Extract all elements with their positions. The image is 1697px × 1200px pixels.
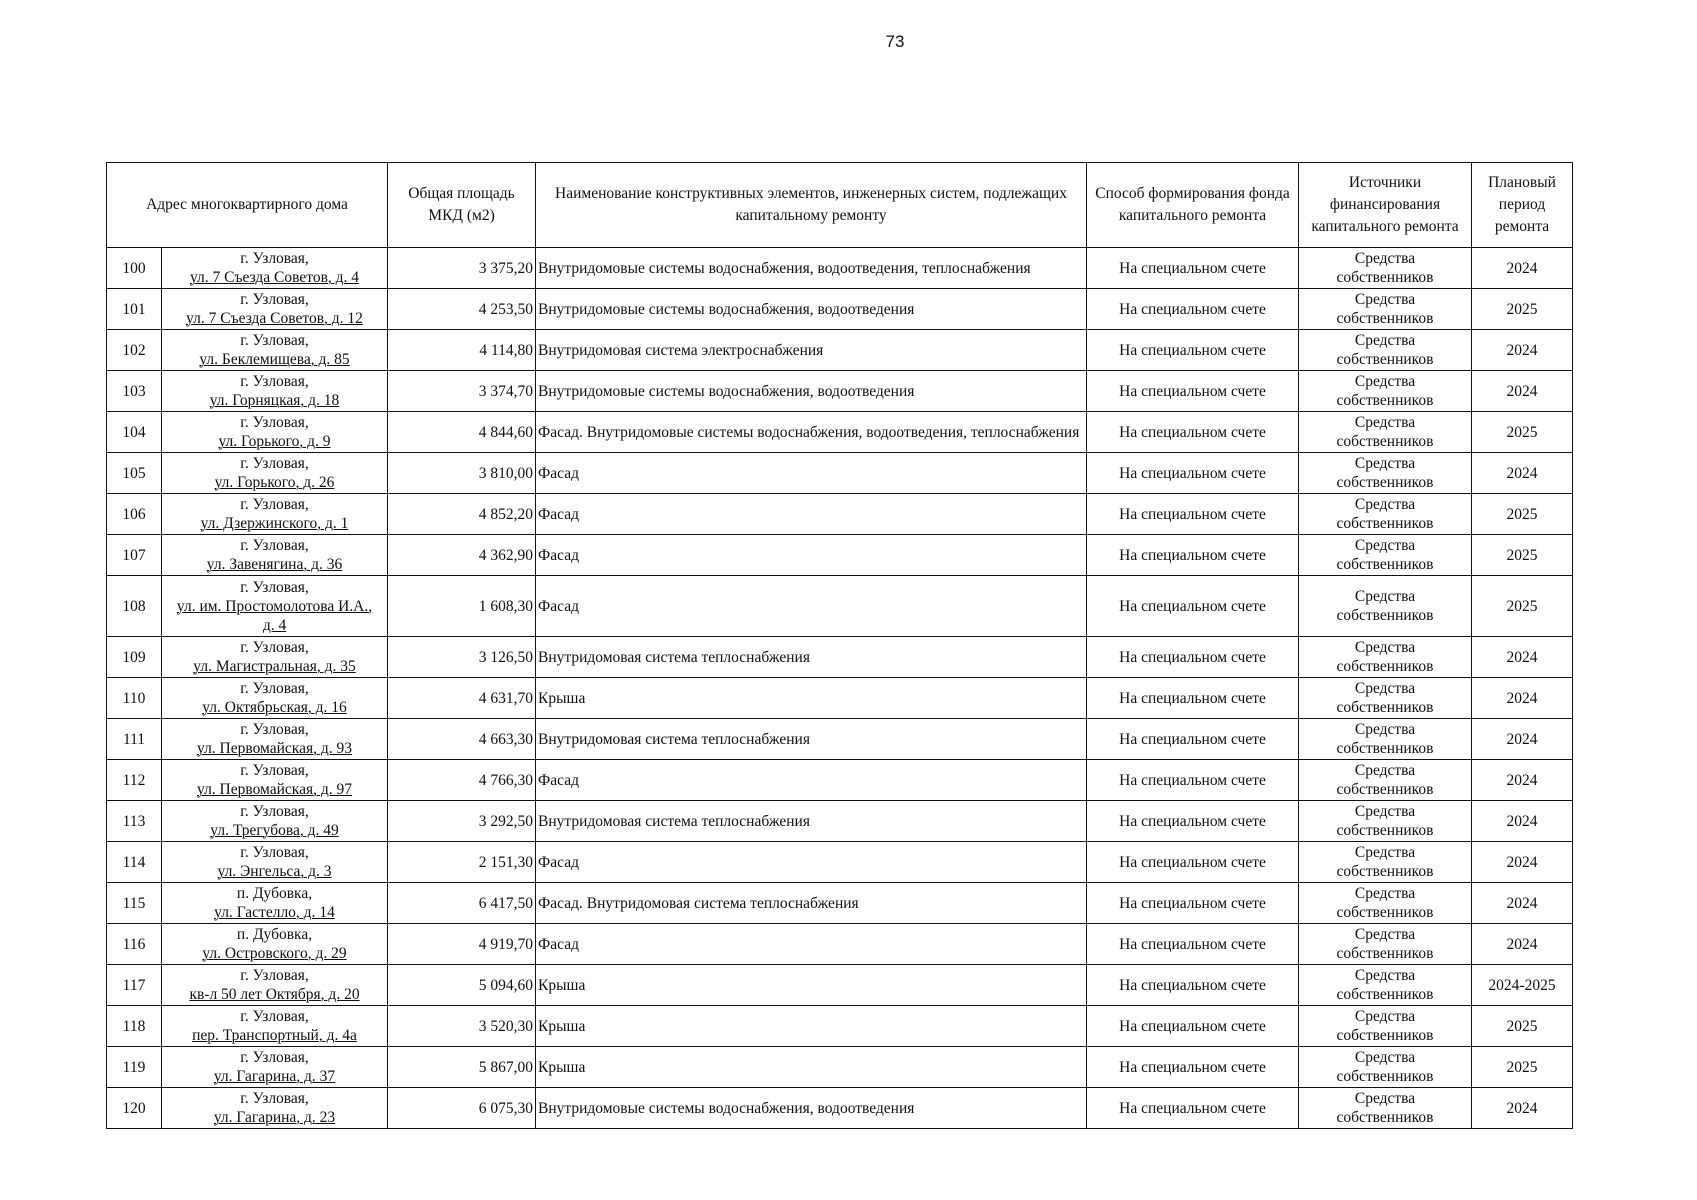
source-line-2: собственников — [1336, 1068, 1434, 1085]
header-source: Источники финансирования капитального ремонта — [1299, 163, 1472, 248]
address-cell — [162, 883, 388, 924]
source-cell — [1299, 330, 1472, 371]
table-row — [107, 924, 1573, 965]
method-cell: На специальном счете — [1087, 801, 1299, 842]
table-body — [107, 248, 1573, 1129]
address-street: ул. Горького, д. 9 — [218, 433, 331, 450]
elements-cell: Фасад. Внутридомовые системы водоснабжения, водоотведения, теплоснабжения — [536, 412, 1087, 453]
source-cell — [1299, 1006, 1472, 1047]
table-row — [107, 719, 1573, 760]
area-cell: 3 520,30 — [388, 1006, 536, 1047]
area-cell: 4 919,70 — [388, 924, 536, 965]
area-cell: 3 810,00 — [388, 453, 536, 494]
row-number: 116 — [107, 924, 162, 965]
method-cell: На специальном счете — [1087, 1006, 1299, 1047]
method-cell: На специальном счете — [1087, 719, 1299, 760]
header-area: Общая площадь МКД (м2) — [388, 163, 536, 248]
elements-cell: Внутридомовая система теплоснабжения — [536, 801, 1087, 842]
source-line-2: собственников — [1336, 556, 1434, 573]
area-cell: 3 292,50 — [388, 801, 536, 842]
address-cell — [162, 453, 388, 494]
address-street: пер. Транспортный, д. 4а — [192, 1027, 357, 1044]
address-locality: г. Узловая, — [240, 537, 309, 554]
area-cell: 4 253,50 — [388, 289, 536, 330]
source-line-2: собственников — [1336, 269, 1434, 286]
table-row — [107, 289, 1573, 330]
table-row — [107, 801, 1573, 842]
period-cell: 2024-2025 — [1472, 965, 1573, 1006]
table-row — [107, 1047, 1573, 1088]
address-locality: г. Узловая, — [240, 762, 309, 779]
source-cell — [1299, 637, 1472, 678]
address-cell — [162, 576, 388, 637]
address-cell — [162, 637, 388, 678]
row-number: 115 — [107, 883, 162, 924]
source-line-2: собственников — [1336, 904, 1434, 921]
source-line-1: Средства — [1354, 250, 1416, 267]
period-cell: 2025 — [1472, 289, 1573, 330]
area-cell: 4 844,60 — [388, 412, 536, 453]
address-street: ул. Островского, д. 29 — [202, 945, 347, 962]
area-cell: 4 631,70 — [388, 678, 536, 719]
area-cell: 3 374,70 — [388, 371, 536, 412]
elements-cell: Фасад — [536, 924, 1087, 965]
area-cell: 4 852,20 — [388, 494, 536, 535]
source-line-2: собственников — [1336, 1109, 1434, 1126]
area-cell: 5 094,60 — [388, 965, 536, 1006]
area-cell: 4 114,80 — [388, 330, 536, 371]
elements-cell: Фасад — [536, 842, 1087, 883]
source-cell — [1299, 412, 1472, 453]
period-cell: 2024 — [1472, 453, 1573, 494]
address-locality: г. Узловая, — [240, 332, 309, 349]
method-cell: На специальном счете — [1087, 760, 1299, 801]
method-cell: На специальном счете — [1087, 494, 1299, 535]
source-line-2: собственников — [1336, 781, 1434, 798]
source-line-1: Средства — [1354, 414, 1416, 431]
source-cell — [1299, 924, 1472, 965]
period-cell: 2024 — [1472, 371, 1573, 412]
table-row — [107, 883, 1573, 924]
address-street: ул. 7 Съезда Советов, д. 4 — [189, 269, 360, 286]
method-cell: На специальном счете — [1087, 842, 1299, 883]
source-line-1: Средства — [1354, 967, 1416, 984]
row-number: 106 — [107, 494, 162, 535]
source-line-2: собственников — [1336, 945, 1434, 962]
source-line-1: Средства — [1354, 639, 1416, 656]
elements-cell: Внутридомовые системы водоснабжения, водоотведения — [536, 289, 1087, 330]
period-cell: 2024 — [1472, 801, 1573, 842]
source-line-1: Средства — [1354, 885, 1416, 902]
address-street: ул. 7 Съезда Советов, д. 12 — [186, 310, 363, 327]
source-line-1: Средства — [1354, 373, 1416, 390]
period-cell: 2025 — [1472, 576, 1573, 637]
method-cell: На специальном счете — [1087, 576, 1299, 637]
address-cell — [162, 1088, 388, 1129]
address-locality: г. Узловая, — [240, 967, 309, 984]
table-row — [107, 965, 1573, 1006]
period-cell: 2024 — [1472, 637, 1573, 678]
source-line-1: Средства — [1354, 291, 1416, 308]
elements-cell: Внутридомовые системы водоснабжения, водоотведения — [536, 371, 1087, 412]
table-row — [107, 371, 1573, 412]
address-locality: г. Узловая, — [240, 578, 309, 596]
table-row — [107, 330, 1573, 371]
address-street: ул. Первомайская, д. 93 — [197, 740, 352, 757]
address-cell — [162, 371, 388, 412]
address-cell — [162, 412, 388, 453]
source-line-2: собственников — [1336, 515, 1434, 532]
row-number: 109 — [107, 637, 162, 678]
table-row — [107, 535, 1573, 576]
period-cell: 2024 — [1472, 883, 1573, 924]
address-locality: г. Узловая, — [240, 721, 309, 738]
address-street: ул. Магистральная, д. 35 — [193, 658, 356, 675]
address-street: ул. Горького, д. 26 — [214, 474, 335, 491]
header-elements: Наименование конструктивных элементов, инженерных систем, подлежащих капитальному ремонту — [536, 163, 1087, 248]
page-number: 73 — [885, 32, 905, 51]
method-cell: На специальном счете — [1087, 453, 1299, 494]
address-cell — [162, 330, 388, 371]
table-row — [107, 760, 1573, 801]
period-cell: 2025 — [1472, 494, 1573, 535]
method-cell: На специальном счете — [1087, 412, 1299, 453]
address-locality: г. Узловая, — [240, 803, 309, 820]
source-line-2: собственников — [1336, 1027, 1434, 1044]
source-cell — [1299, 883, 1472, 924]
row-number: 100 — [107, 248, 162, 289]
table-row — [107, 576, 1573, 637]
elements-cell: Крыша — [536, 1047, 1087, 1088]
source-line-1: Средства — [1354, 762, 1416, 779]
row-number: 111 — [107, 719, 162, 760]
source-cell — [1299, 678, 1472, 719]
source-line-2: собственников — [1336, 699, 1434, 716]
row-number: 105 — [107, 453, 162, 494]
address-cell — [162, 842, 388, 883]
address-locality: г. Узловая, — [240, 373, 309, 390]
header-address: Адрес многоквартирного дома — [107, 163, 388, 248]
table-row — [107, 1006, 1573, 1047]
address-street: кв-л 50 лет Октября, д. 20 — [189, 986, 360, 1003]
method-cell: На специальном счете — [1087, 883, 1299, 924]
area-cell: 6 075,30 — [388, 1088, 536, 1129]
row-number: 102 — [107, 330, 162, 371]
elements-cell: Фасад — [536, 535, 1087, 576]
elements-cell: Фасад — [536, 453, 1087, 494]
header-method: Способ формирования фонда капитального ремонта — [1087, 163, 1299, 248]
table-row — [107, 453, 1573, 494]
source-cell — [1299, 842, 1472, 883]
period-cell: 2024 — [1472, 1088, 1573, 1129]
source-line-2: собственников — [1336, 740, 1434, 757]
area-cell: 4 766,30 — [388, 760, 536, 801]
method-cell: На специальном счете — [1087, 535, 1299, 576]
source-line-2: собственников — [1336, 607, 1434, 624]
row-number: 103 — [107, 371, 162, 412]
area-cell: 1 608,30 — [388, 576, 536, 637]
row-number: 112 — [107, 760, 162, 801]
table-row — [107, 842, 1573, 883]
source-line-2: собственников — [1336, 392, 1434, 409]
address-street: ул. Гастелло, д. 14 — [214, 904, 335, 921]
source-line-1: Средства — [1354, 1049, 1416, 1066]
address-cell — [162, 494, 388, 535]
elements-cell: Внутридомовая система электроснабжения — [536, 330, 1087, 371]
address-street: ул. Энгельса, д. 3 — [217, 863, 332, 880]
source-line-1: Средства — [1354, 588, 1416, 605]
source-cell — [1299, 248, 1472, 289]
source-line-1: Средства — [1354, 926, 1416, 943]
address-cell — [162, 678, 388, 719]
address-cell — [162, 1047, 388, 1088]
address-street: ул. Первомайская, д. 97 — [197, 781, 352, 798]
source-cell — [1299, 1047, 1472, 1088]
elements-cell: Фасад. Внутридомовая система теплоснабжения — [536, 883, 1087, 924]
source-line-2: собственников — [1336, 986, 1434, 1003]
address-street: ул. Завенягина, д. 36 — [206, 556, 343, 573]
area-cell: 5 867,00 — [388, 1047, 536, 1088]
elements-cell: Фасад — [536, 760, 1087, 801]
address-street: ул. им. Простомолотова И.А., — [176, 597, 373, 615]
header-row — [107, 163, 1573, 248]
source-line-1: Средства — [1354, 332, 1416, 349]
period-cell: 2024 — [1472, 719, 1573, 760]
source-line-1: Средства — [1354, 680, 1416, 697]
source-line-1: Средства — [1354, 455, 1416, 472]
table-row — [107, 494, 1573, 535]
period-cell: 2025 — [1472, 1006, 1573, 1047]
address-locality: г. Узловая, — [240, 414, 309, 431]
address-street: ул. Октябрьская, д. 16 — [202, 699, 347, 716]
row-number: 107 — [107, 535, 162, 576]
source-line-2: собственников — [1336, 863, 1434, 880]
source-cell — [1299, 535, 1472, 576]
source-cell — [1299, 760, 1472, 801]
method-cell: На специальном счете — [1087, 678, 1299, 719]
source-cell — [1299, 453, 1472, 494]
elements-cell: Внутридомовые системы водоснабжения, водоотведения, теплоснабжения — [536, 248, 1087, 289]
method-cell: На специальном счете — [1087, 924, 1299, 965]
address-locality: г. Узловая, — [240, 1049, 309, 1066]
method-cell: На специальном счете — [1087, 1047, 1299, 1088]
source-line-1: Средства — [1354, 721, 1416, 738]
method-cell: На специальном счете — [1087, 289, 1299, 330]
row-number: 119 — [107, 1047, 162, 1088]
table-row — [107, 678, 1573, 719]
period-cell: 2025 — [1472, 535, 1573, 576]
source-cell — [1299, 719, 1472, 760]
source-line-1: Средства — [1354, 803, 1416, 820]
period-cell: 2024 — [1472, 924, 1573, 965]
row-number: 114 — [107, 842, 162, 883]
address-cell — [162, 719, 388, 760]
address-street: ул. Дзержинского, д. 1 — [200, 515, 349, 532]
elements-cell: Фасад — [536, 576, 1087, 637]
period-cell: 2024 — [1472, 248, 1573, 289]
area-cell: 2 151,30 — [388, 842, 536, 883]
address-cell — [162, 924, 388, 965]
row-number: 101 — [107, 289, 162, 330]
elements-cell: Крыша — [536, 678, 1087, 719]
source-cell — [1299, 289, 1472, 330]
address-locality: г. Узловая, — [240, 455, 309, 472]
method-cell: На специальном счете — [1087, 1088, 1299, 1129]
address-street-2: д. 4 — [262, 616, 287, 634]
method-cell: На специальном счете — [1087, 965, 1299, 1006]
source-line-1: Средства — [1354, 844, 1416, 861]
source-line-2: собственников — [1336, 310, 1434, 327]
source-cell — [1299, 371, 1472, 412]
address-cell — [162, 535, 388, 576]
source-line-1: Средства — [1354, 1090, 1416, 1107]
source-cell — [1299, 965, 1472, 1006]
elements-cell: Внутридомовая система теплоснабжения — [536, 637, 1087, 678]
source-cell — [1299, 494, 1472, 535]
row-number: 108 — [107, 576, 162, 637]
table-row — [107, 1088, 1573, 1129]
address-locality: п. Дубовка, — [236, 885, 313, 902]
address-cell — [162, 248, 388, 289]
row-number: 110 — [107, 678, 162, 719]
table-row — [107, 412, 1573, 453]
source-line-2: собственников — [1336, 474, 1434, 491]
method-cell: На специальном счете — [1087, 248, 1299, 289]
elements-cell: Внутридомовые системы водоснабжения, водоотведения — [536, 1088, 1087, 1129]
address-cell — [162, 801, 388, 842]
area-cell: 4 663,30 — [388, 719, 536, 760]
row-number: 120 — [107, 1088, 162, 1129]
elements-cell: Фасад — [536, 494, 1087, 535]
source-line-2: собственников — [1336, 351, 1434, 368]
area-cell: 4 362,90 — [388, 535, 536, 576]
method-cell: На специальном счете — [1087, 637, 1299, 678]
address-locality: г. Узловая, — [240, 1090, 309, 1107]
area-cell: 3 375,20 — [388, 248, 536, 289]
source-line-1: Средства — [1354, 496, 1416, 513]
period-cell: 2024 — [1472, 760, 1573, 801]
row-number: 117 — [107, 965, 162, 1006]
row-number: 113 — [107, 801, 162, 842]
address-locality: г. Узловая, — [240, 844, 309, 861]
source-line-1: Средства — [1354, 1008, 1416, 1025]
address-locality: г. Узловая, — [240, 250, 309, 267]
address-locality: г. Узловая, — [240, 291, 309, 308]
source-line-1: Средства — [1354, 537, 1416, 554]
address-cell — [162, 289, 388, 330]
capital-repair-table — [106, 162, 1573, 1129]
address-locality: г. Узловая, — [240, 680, 309, 697]
method-cell: На специальном счете — [1087, 371, 1299, 412]
address-street: ул. Горняцкая, д. 18 — [209, 392, 340, 409]
period-cell: 2024 — [1472, 842, 1573, 883]
area-cell: 6 417,50 — [388, 883, 536, 924]
address-cell — [162, 1006, 388, 1047]
source-cell — [1299, 801, 1472, 842]
address-street: ул. Беклемищева, д. 85 — [199, 351, 350, 368]
row-number: 104 — [107, 412, 162, 453]
header-period: Плановый период ремонта — [1472, 163, 1573, 248]
address-locality: г. Узловая, — [240, 1008, 309, 1025]
period-cell: 2025 — [1472, 1047, 1573, 1088]
address-street: ул. Гагарина, д. 37 — [213, 1068, 336, 1085]
elements-cell: Внутридомовая система теплоснабжения — [536, 719, 1087, 760]
source-cell — [1299, 1088, 1472, 1129]
period-cell: 2025 — [1472, 412, 1573, 453]
address-cell — [162, 965, 388, 1006]
address-locality: г. Узловая, — [240, 639, 309, 656]
period-cell: 2024 — [1472, 678, 1573, 719]
period-cell: 2024 — [1472, 330, 1573, 371]
source-cell — [1299, 576, 1472, 637]
address-street: ул. Трегубова, д. 49 — [210, 822, 339, 839]
source-line-2: собственников — [1336, 822, 1434, 839]
table-row — [107, 637, 1573, 678]
source-line-2: собственников — [1336, 433, 1434, 450]
address-locality: п. Дубовка, — [236, 926, 313, 943]
table-row — [107, 248, 1573, 289]
elements-cell: Крыша — [536, 1006, 1087, 1047]
area-cell: 3 126,50 — [388, 637, 536, 678]
address-locality: г. Узловая, — [240, 496, 309, 513]
row-number: 118 — [107, 1006, 162, 1047]
source-line-2: собственников — [1336, 658, 1434, 675]
elements-cell: Крыша — [536, 965, 1087, 1006]
address-street: ул. Гагарина, д. 23 — [213, 1109, 336, 1126]
method-cell: На специальном счете — [1087, 330, 1299, 371]
address-cell — [162, 760, 388, 801]
